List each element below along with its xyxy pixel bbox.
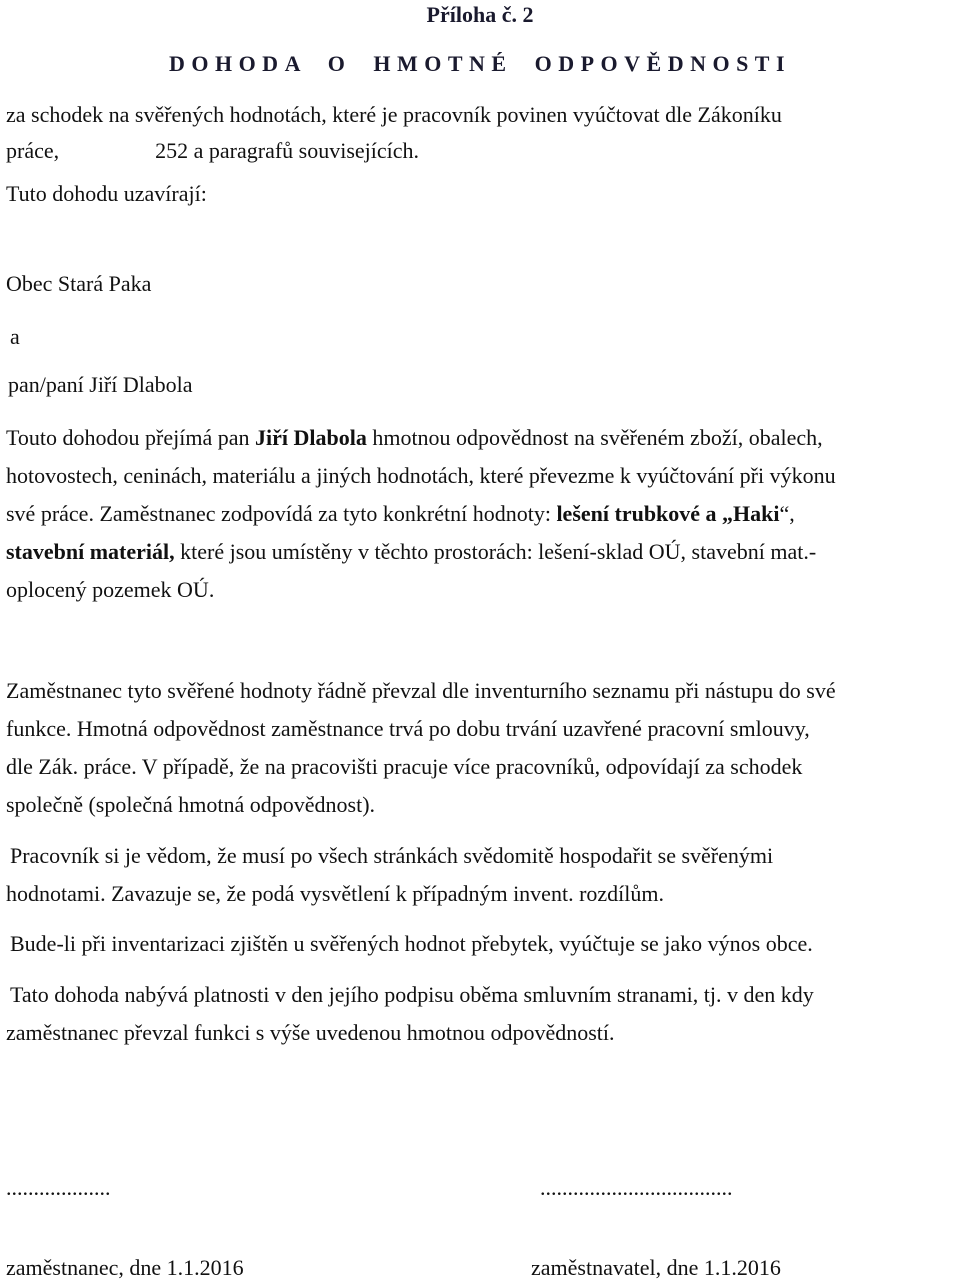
paragraph-2-line-4: společně (společná hmotná odpovědnost).	[6, 792, 376, 817]
intro-line-3: Tuto dohodu uzavírají:	[6, 181, 207, 206]
employee-name: pan/paní Jiří Dlabola	[8, 372, 193, 397]
paragraph-1-line-2: hotovostech, ceninách, materiálu a jiných hodnotách, které převezme k vyúčtování při výkonu	[6, 463, 836, 488]
employee-signature-line: ...................	[6, 1175, 111, 1200]
employer-signature-label: zaměstnavatel, dne 1.1.2016	[531, 1255, 781, 1280]
p1-l1-pre: Touto dohodou přejímá pan	[6, 425, 255, 450]
paragraph-2-line-1: Zaměstnanec tyto svěřené hodnoty řádně převzal dle inventurního seznamu při nástupu do své	[6, 678, 836, 703]
paragraph-1-line-1	[6, 427, 823, 449]
p1-l4-post: které jsou umístěny v těchto prostorách: lešení-sklad OÚ, stavební mat.-	[174, 539, 817, 564]
intro-line-2	[6, 140, 419, 162]
intro-line-2-start: práce,	[6, 138, 60, 163]
p1-l3-post: “,	[779, 501, 795, 526]
employer-signature-line: ...................................	[540, 1175, 733, 1200]
paragraph-3-line-1: Pracovník si je vědom, že musí po všech stránkách svědomitě hospodařit se svěřenými	[10, 843, 774, 868]
p1-l3-pre: své práce. Zaměstnanec zodpovídá za tyto konkrétní hodnoty:	[6, 501, 557, 526]
employee-signature-label: zaměstnanec, dne 1.1.2016	[6, 1255, 244, 1280]
paragraph-3-line-2: hodnotami. Zavazuje se, že podá vysvětlení k případným invent. rozdílům.	[6, 881, 664, 906]
p1-l4-items: stavební materiál,	[6, 539, 175, 564]
annex-label: Příloha č. 2	[426, 2, 534, 27]
paragraph-5-line-2: zaměstnanec převzal funkci s výše uvedenou hmotnou odpovědností.	[6, 1020, 615, 1045]
intro-line-1: za schodek na svěřených hodnotách, které je pracovník povinen vyúčtovat dle Zákoníku	[6, 102, 782, 127]
p1-l3-items: lešení trubkové a „Haki	[556, 501, 780, 526]
p1-l1-post: hmotnou odpovědnost na svěřeném zboží, obalech,	[366, 425, 823, 450]
paragraph-5-line-1: Tato dohoda nabývá platnosti v den jejího podpisu oběma smluvním stranami, tj. v den kdy	[10, 982, 814, 1007]
paragraph-2-line-3: dle Zák. práce. V případě, že na pracovišti pracuje více pracovníků, odpovídají za schodek	[6, 754, 803, 779]
document-title: DOHODA O HMOTNÉ ODPOVĚDNOSTI	[168, 51, 792, 76]
employer-name: Obec Stará Paka	[6, 271, 152, 296]
paragraph-1-line-4	[6, 541, 816, 563]
parties-conjunction: a	[10, 324, 20, 349]
intro-line-2-end: 252 a paragrafů souvisejících.	[155, 138, 420, 163]
paragraph-4-line-1: Bude-li při inventarizaci zjištěn u svěřených hodnot přebytek, vyúčtuje se jako výnos obce.	[10, 931, 813, 956]
paragraph-1-line-3	[6, 503, 795, 525]
paragraph-2-line-2: funkce. Hmotná odpovědnost zaměstnance trvá po dobu trvání uzavřené pracovní smlouvy,	[6, 716, 810, 741]
p1-l1-employee-name: Jiří Dlabola	[254, 425, 367, 450]
paragraph-1-line-5: oplocený pozemek OÚ.	[6, 577, 215, 602]
